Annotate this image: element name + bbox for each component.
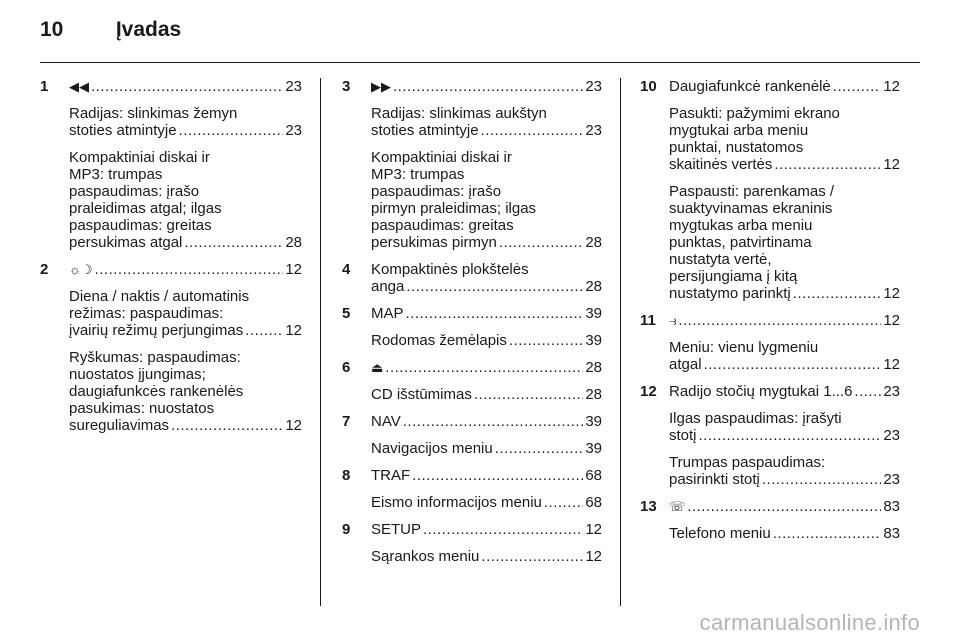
- entry-line: [371, 386, 602, 403]
- dot-leader: [412, 467, 583, 484]
- entry-line: [69, 322, 302, 339]
- dot-leader: [245, 322, 283, 339]
- page-ref: 23: [883, 427, 900, 444]
- entry-line: [69, 261, 302, 278]
- entry-number: 1: [40, 78, 49, 95]
- page-ref: 12: [285, 417, 302, 434]
- index-entry: [342, 305, 602, 349]
- entry-number: 3: [342, 78, 351, 95]
- entry-text: persijungiama į kitą: [669, 268, 798, 285]
- page-ref: 39: [585, 332, 602, 349]
- entry-text: nuostatos įjungimas;: [69, 366, 206, 383]
- entry-text: pasirinkti stotį: [669, 471, 760, 488]
- entry-text: Rodomas žemėlapis: [371, 332, 507, 349]
- page-ref: 12: [883, 78, 900, 95]
- entry-line: [669, 383, 900, 400]
- entry-text: atgal: [669, 356, 702, 373]
- dot-leader: [403, 413, 584, 430]
- page-ref: 12: [883, 156, 900, 173]
- dot-leader: [481, 548, 583, 565]
- page-ref: 12: [883, 356, 900, 373]
- dot-leader: [474, 386, 583, 403]
- dot-leader: [91, 78, 283, 95]
- sub-entry: [371, 494, 602, 511]
- page-ref: 23: [585, 78, 602, 95]
- entry-text: Telefono meniu: [669, 525, 771, 542]
- dot-leader: [179, 122, 284, 139]
- sub-entry: [69, 349, 302, 434]
- entry-line: [69, 78, 302, 95]
- entry-text: TRAF: [371, 467, 411, 484]
- index-entry: [342, 413, 602, 457]
- column-divider: [620, 78, 621, 606]
- dot-leader: [495, 440, 584, 457]
- back-arrow-icon: ⥽: [669, 313, 677, 328]
- entry-line: [69, 122, 302, 139]
- sub-entry: [371, 332, 602, 349]
- entry-text: Kompaktiniai diskai ir: [371, 149, 512, 166]
- dot-leader: [184, 234, 283, 251]
- page-number: 10: [40, 18, 64, 41]
- entry-text: nustatymo parinktį: [669, 285, 791, 302]
- entry-text: stoties atmintyje: [371, 122, 479, 139]
- sub-entry: [669, 183, 900, 302]
- entry-line: [669, 525, 900, 542]
- entry-text: paspaudimas: greitas: [371, 217, 514, 234]
- page-ref: 83: [883, 498, 900, 515]
- dot-leader: [385, 359, 583, 376]
- entry-text: Kompaktinės plokštelės: [371, 261, 529, 278]
- entry-text: suaktyvinamas ekraninis: [669, 200, 833, 217]
- entry-line: [371, 467, 602, 484]
- index-entry: [342, 78, 602, 251]
- entry-text: Kompaktiniai diskai ir: [69, 149, 210, 166]
- entry-text: Eismo informacijos meniu: [371, 494, 542, 511]
- page-ref: 68: [585, 467, 602, 484]
- column-1: [40, 78, 302, 444]
- entry-line: [371, 234, 602, 251]
- sub-entry: [669, 525, 900, 542]
- entry-text: stotį: [669, 427, 697, 444]
- page-ref: 39: [585, 305, 602, 322]
- entry-number: 5: [342, 305, 351, 322]
- sub-entry: [69, 149, 302, 251]
- page-ref: 28: [585, 278, 602, 295]
- entry-text: režimas: paspaudimas:: [69, 305, 224, 322]
- dot-leader: [544, 494, 583, 511]
- entry-text: skaitinės vertės: [669, 156, 773, 173]
- index-entry: [640, 312, 900, 373]
- entry-text: NAV: [371, 413, 401, 430]
- dot-leader: [499, 234, 583, 251]
- entry-number: 8: [342, 467, 351, 484]
- entry-text: Meniu: vienu lygmeniu: [669, 339, 819, 356]
- dot-leader: [509, 332, 583, 349]
- index-entry: [40, 78, 302, 251]
- entry-line: [371, 494, 602, 511]
- entry-text: paspaudimas: įrašo: [69, 183, 200, 200]
- entry-text: CD išstūmimas: [371, 386, 472, 403]
- page-ref: 28: [585, 386, 602, 403]
- page-ref: 28: [285, 234, 302, 251]
- entry-text: paspaudimas: įrašo: [371, 183, 502, 200]
- entry-line: [371, 548, 602, 565]
- entry-text: daugiafunkcės rankenėlės: [69, 383, 244, 400]
- entry-text: Daugiafunkcė rankenėlė: [669, 78, 831, 95]
- page-ref: 68: [585, 494, 602, 511]
- dot-leader: [699, 427, 882, 444]
- entry-number: 9: [342, 521, 351, 538]
- entry-text: Navigacijos meniu: [371, 440, 493, 457]
- dot-leader: [481, 122, 584, 139]
- entry-text: persukimas atgal: [69, 234, 183, 251]
- page-ref: 12: [285, 322, 302, 339]
- page-header: [40, 18, 181, 42]
- index-entry: [342, 261, 602, 295]
- sub-entry: [669, 410, 900, 444]
- page-ref: 12: [285, 261, 302, 278]
- page-ref: 23: [883, 383, 900, 400]
- index-entry: [40, 261, 302, 434]
- entry-text: MP3: trumpas: [371, 166, 465, 183]
- entry-text: SETUP: [371, 521, 422, 538]
- index-entry: [640, 498, 900, 542]
- entry-text: MP3: trumpas: [69, 166, 163, 183]
- page-ref: 12: [585, 548, 602, 565]
- dot-leader: [762, 471, 881, 488]
- entry-text: MAP: [371, 305, 404, 322]
- dot-leader: [393, 78, 583, 95]
- page-ref: 23: [883, 471, 900, 488]
- column-2: [342, 78, 602, 575]
- entry-text: Radijas: slinkimas žemyn: [69, 105, 238, 122]
- entry-number: 11: [640, 312, 656, 329]
- entry-text: Radijas: slinkimas aukštyn: [371, 105, 547, 122]
- dot-leader: [95, 261, 284, 278]
- entry-line: [371, 332, 602, 349]
- entry-line: [669, 498, 900, 515]
- entry-text: pasukimas: nuostatos: [69, 400, 215, 417]
- phone-icon: ☏: [669, 499, 686, 514]
- header-rule: [40, 62, 920, 63]
- page-ref: 83: [883, 525, 900, 542]
- dot-leader: [704, 356, 882, 373]
- entry-text: pirmyn praleidimas; ilgas: [371, 200, 537, 217]
- entry-text: Pasukti: pažymimi ekrano: [669, 105, 840, 122]
- entry-line: [371, 359, 602, 376]
- sub-entry: [371, 548, 602, 565]
- entry-text: Paspausti: parenkamas /: [669, 183, 835, 200]
- entry-text: mygtukai arba meniu: [669, 122, 809, 139]
- entry-line: [69, 234, 302, 251]
- dot-leader: [678, 312, 881, 329]
- entry-number: 12: [640, 383, 657, 400]
- sub-entry: [371, 149, 602, 251]
- entry-text: paspaudimas: greitas: [69, 217, 212, 234]
- entry-number: 4: [342, 261, 351, 278]
- page-ref: 12: [883, 312, 900, 329]
- entry-text: persukimas pirmyn: [371, 234, 497, 251]
- page-ref: 12: [585, 521, 602, 538]
- entry-line: [371, 413, 602, 430]
- page-ref: 28: [585, 359, 602, 376]
- entry-text: Ryškumas: paspaudimas:: [69, 349, 241, 366]
- entry-line: [371, 521, 602, 538]
- entry-text: punktas, patvirtinama: [669, 234, 812, 251]
- page-ref: 23: [285, 122, 302, 139]
- entry-text: anga: [371, 278, 405, 295]
- entry-line: [669, 312, 900, 329]
- entry-text: Trumpas paspaudimas:: [669, 454, 826, 471]
- entry-line: [669, 427, 900, 444]
- dot-leader: [773, 525, 882, 542]
- index-entry: [342, 521, 602, 565]
- dot-leader: [406, 305, 584, 322]
- watermark: carmanualsonline.info: [699, 610, 920, 635]
- entry-number: 2: [40, 261, 49, 278]
- seek-forward-icon: ▶▶: [371, 79, 391, 94]
- entry-text: sureguliavimas: [69, 417, 170, 434]
- entry-number: 10: [640, 78, 657, 95]
- index-entry: [640, 383, 900, 488]
- page-ref: 23: [285, 78, 302, 95]
- index-entry: [342, 359, 602, 403]
- entry-text: Radijo stočių mygtukai 1...6: [669, 383, 853, 400]
- entry-line: [669, 78, 900, 95]
- entry-line: [69, 417, 302, 434]
- sub-entry: [371, 105, 602, 139]
- entry-text: punktai, nustatomos: [669, 139, 804, 156]
- sub-entry: [69, 105, 302, 139]
- entry-line: [371, 440, 602, 457]
- dot-leader: [774, 156, 881, 173]
- sub-entry: [371, 386, 602, 403]
- entry-line: [669, 471, 900, 488]
- dot-leader: [171, 417, 283, 434]
- eject-icon: ⏏: [371, 360, 384, 375]
- sub-entry: [669, 339, 900, 373]
- dot-leader: [687, 498, 881, 515]
- entry-line: [669, 285, 900, 302]
- sub-entry: [669, 105, 900, 173]
- sub-entry: [371, 440, 602, 457]
- page-ref: 39: [585, 413, 602, 430]
- entry-text: Ilgas paspaudimas: įrašyti: [669, 410, 842, 427]
- page-title: Įvadas: [115, 18, 182, 41]
- entry-number: 6: [342, 359, 351, 376]
- page-ref: 39: [585, 440, 602, 457]
- seek-back-icon: ◀◀: [69, 79, 89, 94]
- entry-line: [669, 156, 900, 173]
- entry-text: Sąrankos meniu: [371, 548, 480, 565]
- entry-number: 7: [342, 413, 351, 430]
- index-entry: [342, 467, 602, 511]
- entry-text: mygtukas arba meniu: [669, 217, 813, 234]
- page-ref: 28: [585, 234, 602, 251]
- entry-text: stoties atmintyje: [69, 122, 177, 139]
- entry-line: [371, 122, 602, 139]
- sub-entry: [669, 454, 900, 488]
- dot-leader: [833, 78, 882, 95]
- entry-number: 13: [640, 498, 657, 515]
- entry-text: Diena / naktis / automatinis: [69, 288, 250, 305]
- dot-leader: [423, 521, 583, 538]
- entry-line: [371, 305, 602, 322]
- entry-line: [371, 278, 602, 295]
- page-ref: 12: [883, 285, 900, 302]
- page-ref: 23: [585, 122, 602, 139]
- column-3: [640, 78, 900, 552]
- dot-leader: [406, 278, 583, 295]
- column-divider: [320, 78, 321, 606]
- index-entry: [640, 78, 900, 302]
- entry-text: nustatyta vertė,: [669, 251, 772, 268]
- entry-text: įvairių režimų perjungimas: [69, 322, 244, 339]
- sun-moon-icon: ☼☽: [69, 262, 93, 277]
- sub-entry: [69, 288, 302, 339]
- dot-leader: [793, 285, 882, 302]
- dot-leader: [854, 383, 881, 400]
- entry-line: [371, 78, 602, 95]
- entry-text: praleidimas atgal; ilgas: [69, 200, 222, 217]
- entry-line: [669, 356, 900, 373]
